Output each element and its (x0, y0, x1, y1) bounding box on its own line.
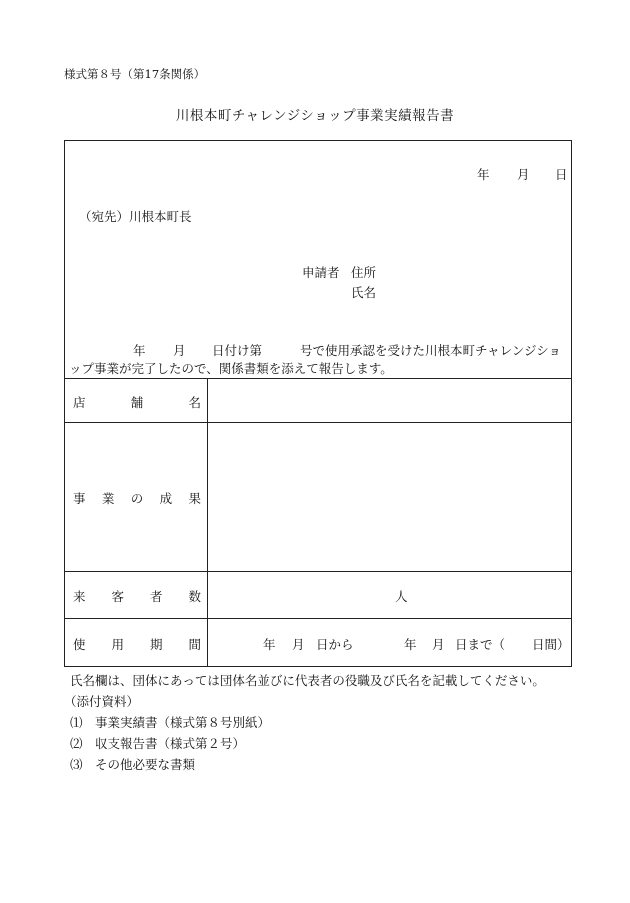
shop-name-label: 店 舗 名 (73, 395, 201, 410)
period-to-day: 日まで（ (455, 637, 506, 652)
period-from-year: 年 (263, 637, 276, 652)
address-label: 住所 (351, 265, 377, 280)
body-line1-rest: 号で使用承認を受けた川根本町チャレンジショ (300, 343, 561, 358)
period-days: 日間） (532, 637, 570, 652)
column-divider (207, 378, 208, 667)
addressee: （宛先）川根本町長 (79, 209, 192, 224)
row-divider-1 (65, 422, 571, 423)
attachment-item-3: ⑶ その他必要な書類 (70, 757, 196, 772)
document-title: 川根本町チャレンジショップ事業実績報告書 (175, 108, 455, 124)
date-month: 月 (517, 167, 530, 182)
date-day: 日 (555, 167, 568, 182)
attachment-item-1: ⑴ 事業実績書（様式第８号別紙） (70, 715, 271, 730)
notes-section (64, 670, 545, 775)
applicant-label: 申請者 (302, 265, 340, 280)
row-divider-2 (65, 571, 571, 572)
date-year: 年 (477, 167, 490, 182)
period-from-month: 月 (292, 637, 305, 652)
body-year: 年 (133, 343, 146, 358)
body-month: 月 (173, 343, 186, 358)
body-day-number: 日付け第 (212, 343, 263, 358)
attachment-item-2: ⑵ 収支報告書（様式第２号） (70, 736, 246, 751)
period-to-month: 月 (432, 637, 445, 652)
business-results-label: 事 業 の 成 果 (73, 491, 201, 506)
row-divider-3 (65, 618, 571, 619)
visitor-count-label: 来 客 者 数 (73, 589, 201, 604)
visitor-unit: 人 (395, 589, 408, 604)
table-top-border (65, 378, 571, 379)
period-from-day: 日から (316, 637, 354, 652)
usage-period-label: 使 用 期 間 (73, 637, 201, 652)
name-label: 氏名 (351, 285, 377, 300)
form-number: 様式第８号（第17条関係） (64, 67, 206, 81)
note-name-field: 氏名欄は、団体にあっては団体名並びに代表者の役職及び氏名を記載してください。 (70, 673, 545, 688)
report-form (64, 140, 572, 667)
attachments-heading: （添付資料） (64, 694, 140, 709)
body-line2: ップ事業が完了したので、関係書類を添えて報告します。 (69, 361, 393, 376)
period-to-year: 年 (404, 637, 417, 652)
